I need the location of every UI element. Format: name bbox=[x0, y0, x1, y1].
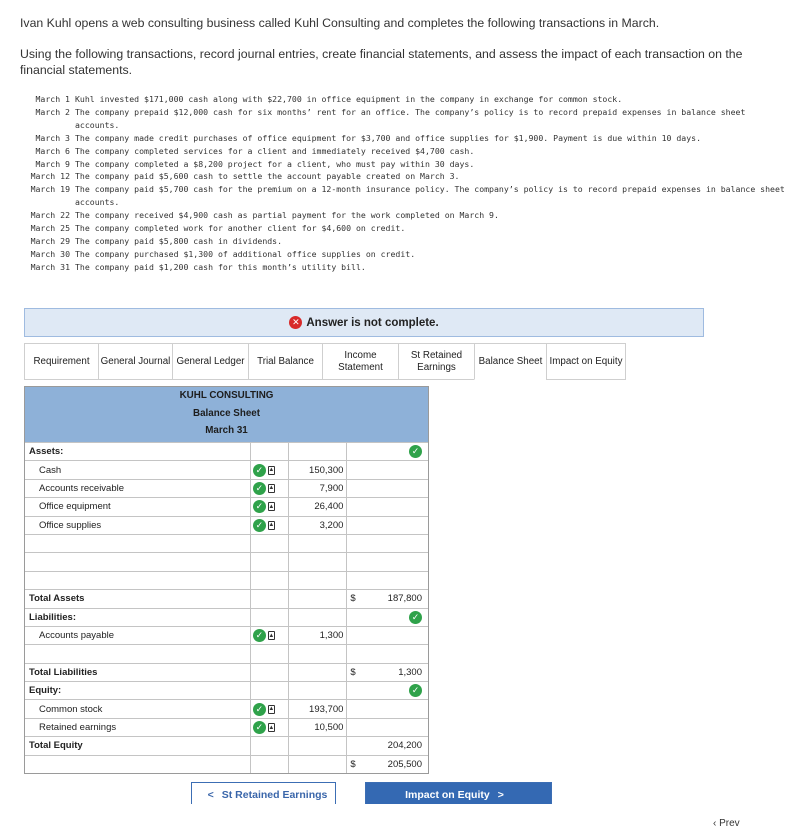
account-label-cell[interactable] bbox=[25, 756, 250, 773]
total-cell[interactable] bbox=[346, 682, 428, 699]
transaction-list bbox=[18, 93, 788, 274]
transaction-date: March 30 bbox=[30, 248, 70, 259]
amount-cell[interactable] bbox=[288, 480, 347, 497]
transaction-item bbox=[18, 222, 788, 235]
table-row bbox=[25, 479, 428, 497]
transaction-text: Kuhl invested $171,000 cash along with $22,700 in office equipment in the company in exchange for common stock. bbox=[75, 94, 623, 104]
transaction-date: March 2 bbox=[35, 106, 70, 117]
status-banner bbox=[24, 308, 704, 337]
check-icon: ✓ bbox=[253, 629, 266, 642]
total-cell[interactable] bbox=[346, 572, 428, 589]
total-cell[interactable] bbox=[346, 535, 428, 552]
account-label: Office equipment bbox=[39, 501, 111, 513]
status-cell bbox=[250, 756, 288, 773]
amount-value: 7,900 bbox=[319, 482, 344, 494]
transaction-date: March 12 bbox=[30, 171, 70, 182]
total-cell[interactable] bbox=[346, 443, 428, 460]
status-cell bbox=[250, 700, 288, 717]
chevron-left-icon: < bbox=[207, 789, 214, 801]
amount-cell[interactable] bbox=[288, 461, 347, 478]
status-cell bbox=[250, 553, 288, 570]
status-cell bbox=[250, 572, 288, 589]
total-cell[interactable] bbox=[346, 719, 428, 736]
account-label-cell[interactable] bbox=[25, 719, 250, 736]
transaction-item bbox=[18, 261, 788, 274]
total-cell[interactable] bbox=[346, 553, 428, 570]
tab-label: Requirement bbox=[33, 355, 90, 367]
prev-tab-label: St Retained Earnings bbox=[221, 789, 328, 801]
total-value: 1,300 bbox=[398, 666, 422, 678]
tab-general-journal[interactable] bbox=[98, 343, 173, 380]
account-label-cell[interactable] bbox=[25, 700, 250, 717]
tab-label: Impact on Equity bbox=[549, 355, 623, 367]
transaction-item bbox=[18, 132, 788, 145]
check-icon: ✓ bbox=[253, 703, 266, 716]
table-row bbox=[25, 534, 428, 552]
tab-requirement[interactable] bbox=[24, 343, 99, 380]
transaction-text: The company purchased $1,300 of additional office supplies on credit. bbox=[75, 248, 416, 259]
total-cell[interactable] bbox=[346, 517, 428, 534]
total-cell[interactable] bbox=[346, 737, 428, 754]
transaction-text: The company paid $5,700 cash for the premium on a 12-month insurance policy. The company’s policy is to record prepaid expenses in balance sheet accounts. bbox=[75, 184, 785, 208]
amount-value: 26,400 bbox=[314, 501, 344, 513]
table-row bbox=[25, 755, 428, 773]
next-tab-label: Impact on Equity bbox=[405, 789, 490, 801]
amount-value: 10,500 bbox=[314, 722, 344, 734]
account-label: Liabilities: bbox=[29, 611, 76, 623]
table-row bbox=[25, 699, 428, 717]
table-row bbox=[25, 516, 428, 534]
tab-income-statement[interactable] bbox=[322, 343, 399, 380]
tab-label: St Retained Earnings bbox=[410, 349, 463, 373]
table-row bbox=[25, 608, 428, 626]
x-circle-icon: ✕ bbox=[289, 316, 302, 329]
account-label-cell[interactable] bbox=[25, 498, 250, 515]
account-label-cell[interactable] bbox=[25, 682, 250, 699]
amount-cell[interactable] bbox=[288, 609, 347, 626]
account-label: Equity: bbox=[29, 685, 62, 697]
total-cell[interactable] bbox=[346, 590, 428, 607]
transaction-text: The company prepaid $12,000 cash for six months’ rent for an office. The company’s policy is to record prepaid expenses in balance sheet accounts. bbox=[75, 106, 746, 130]
flag-icon[interactable]: ▲ bbox=[268, 485, 275, 492]
table-row bbox=[25, 736, 428, 754]
total-cell[interactable] bbox=[346, 756, 428, 773]
account-label: Common stock bbox=[39, 703, 103, 715]
transaction-item bbox=[18, 106, 788, 132]
amount-cell[interactable] bbox=[288, 590, 347, 607]
table-row bbox=[25, 644, 428, 662]
chevron-right-icon: > bbox=[497, 789, 504, 801]
check-icon: ✓ bbox=[253, 721, 266, 734]
check-icon: ✓ bbox=[409, 684, 422, 697]
status-cell bbox=[250, 517, 288, 534]
total-cell[interactable] bbox=[346, 461, 428, 478]
status-cell bbox=[250, 498, 288, 515]
chevron-left-icon: ‹ bbox=[713, 818, 720, 829]
check-icon: ✓ bbox=[253, 482, 266, 495]
tab-st-retained-earnings[interactable] bbox=[398, 343, 475, 380]
check-icon: ✓ bbox=[409, 611, 422, 624]
amount-cell[interactable] bbox=[288, 737, 347, 754]
transaction-text: The company paid $5,600 cash to settle the account payable created on March 3. bbox=[75, 171, 460, 182]
intro-line-2: Using the following transactions, record journal entries, create financial statements, and assess the impact of each transaction on the financial statements. bbox=[20, 47, 743, 77]
account-label-cell[interactable] bbox=[25, 517, 250, 534]
total-cell[interactable] bbox=[346, 645, 428, 662]
amount-cell[interactable] bbox=[288, 645, 347, 662]
check-icon: ✓ bbox=[409, 445, 422, 458]
transaction-item bbox=[18, 93, 788, 106]
flag-icon[interactable]: ▲ bbox=[268, 467, 275, 474]
amount-cell[interactable] bbox=[288, 682, 347, 699]
amount-cell[interactable] bbox=[288, 535, 347, 552]
tab-label: General Journal bbox=[100, 355, 171, 367]
transaction-item bbox=[18, 235, 788, 248]
tab-impact-on-equity[interactable] bbox=[546, 343, 626, 380]
tab-label: Income Statement bbox=[338, 349, 383, 373]
tab-label: General Ledger bbox=[176, 355, 245, 367]
account-label: Total Assets bbox=[29, 593, 85, 605]
statement-title: Balance Sheet bbox=[25, 405, 428, 423]
table-row bbox=[25, 681, 428, 699]
flag-icon[interactable]: ▲ bbox=[268, 632, 275, 639]
company-name: KUHL CONSULTING bbox=[25, 387, 428, 405]
tab-label: Trial Balance bbox=[257, 355, 314, 367]
intro-line-1: Ivan Kuhl opens a web consulting business called Kuhl Consulting and completes the following transactions in March. bbox=[20, 16, 660, 30]
tab-bar bbox=[24, 343, 625, 380]
amount-cell[interactable] bbox=[288, 517, 347, 534]
amount-value: 193,700 bbox=[309, 703, 344, 715]
account-label-cell[interactable] bbox=[25, 443, 250, 460]
total-cell[interactable] bbox=[346, 480, 428, 497]
amount-value: 1,300 bbox=[319, 630, 344, 642]
transaction-text: The company completed work for another client for $4,600 on credit. bbox=[75, 223, 406, 234]
flag-icon[interactable]: ▲ bbox=[268, 724, 275, 731]
transaction-text: The company paid $1,200 cash for this month’s utility bill. bbox=[75, 261, 366, 272]
account-label: Accounts receivable bbox=[39, 482, 125, 494]
status-cell bbox=[250, 719, 288, 736]
account-label-cell[interactable] bbox=[25, 461, 250, 478]
table-row bbox=[25, 718, 428, 736]
table-row bbox=[25, 460, 428, 478]
transaction-date: March 29 bbox=[30, 235, 70, 246]
status-cell bbox=[250, 443, 288, 460]
transaction-date: March 6 bbox=[35, 145, 70, 156]
account-label: Accounts payable bbox=[39, 630, 114, 642]
account-label: Total Liabilities bbox=[29, 666, 98, 678]
transaction-item bbox=[18, 183, 788, 209]
table-row bbox=[25, 442, 428, 460]
account-label-cell[interactable] bbox=[25, 572, 250, 589]
transaction-date: March 19 bbox=[30, 184, 70, 195]
flag-icon[interactable]: ▲ bbox=[268, 706, 275, 713]
flag-icon[interactable]: ▲ bbox=[268, 503, 275, 510]
total-cell[interactable] bbox=[346, 627, 428, 644]
status-cell bbox=[250, 461, 288, 478]
check-icon: ✓ bbox=[253, 519, 266, 532]
amount-value: 3,200 bbox=[319, 519, 344, 531]
check-icon: ✓ bbox=[253, 464, 266, 477]
account-label-cell[interactable] bbox=[25, 480, 250, 497]
account-label: Cash bbox=[39, 464, 62, 476]
amount-cell[interactable] bbox=[288, 443, 347, 460]
status-cell bbox=[250, 737, 288, 754]
account-label-cell[interactable] bbox=[25, 627, 250, 644]
transaction-text: The company paid $5,800 cash in dividends. bbox=[75, 235, 283, 246]
tab-label: Balance Sheet bbox=[478, 355, 543, 367]
transaction-item bbox=[18, 209, 788, 222]
amount-value: 150,300 bbox=[309, 464, 344, 476]
total-cell[interactable] bbox=[346, 498, 428, 515]
transaction-text: The company completed a $8,200 project for a client, who must pay within 30 days. bbox=[75, 158, 475, 169]
transaction-date: March 25 bbox=[30, 223, 70, 234]
amount-cell[interactable] bbox=[288, 498, 347, 515]
account-label-cell[interactable] bbox=[25, 609, 250, 626]
flag-icon[interactable]: ▲ bbox=[268, 522, 275, 529]
statement-date: March 31 bbox=[25, 423, 428, 442]
transaction-text: The company received $4,900 cash as partial payment for the work completed on March 9. bbox=[75, 210, 499, 221]
transaction-date: March 1 bbox=[35, 94, 70, 104]
next-tab-button[interactable] bbox=[365, 782, 552, 804]
tab-general-ledger[interactable] bbox=[172, 343, 249, 380]
dollar-sign: $ bbox=[350, 758, 356, 770]
sheet-rows bbox=[25, 442, 428, 773]
transaction-text: The company made credit purchases of office equipment for $3,700 and office supplies for $1,900. Payment is due within 10 days. bbox=[75, 132, 702, 143]
transaction-date: March 3 bbox=[35, 132, 70, 143]
account-label-cell[interactable] bbox=[25, 553, 250, 570]
transaction-date: March 9 bbox=[35, 158, 70, 169]
transaction-item bbox=[18, 248, 788, 261]
amount-cell[interactable] bbox=[288, 700, 347, 717]
total-value: 204,200 bbox=[387, 740, 422, 752]
total-cell[interactable] bbox=[346, 700, 428, 717]
table-row bbox=[25, 663, 428, 681]
account-label-cell[interactable] bbox=[25, 590, 250, 607]
table-row bbox=[25, 552, 428, 570]
account-label-cell[interactable] bbox=[25, 737, 250, 754]
transaction-item bbox=[18, 158, 788, 171]
tab-balance-sheet[interactable] bbox=[474, 343, 547, 380]
prev-tab-button[interactable] bbox=[191, 782, 336, 804]
account-label: Office supplies bbox=[39, 519, 102, 531]
table-row bbox=[25, 497, 428, 515]
table-row bbox=[25, 571, 428, 589]
total-value: 187,800 bbox=[387, 593, 422, 605]
transaction-item bbox=[18, 145, 788, 158]
amount-cell[interactable] bbox=[288, 553, 347, 570]
transaction-date: March 22 bbox=[30, 210, 70, 221]
total-cell[interactable] bbox=[346, 664, 428, 681]
account-label-cell[interactable] bbox=[25, 535, 250, 552]
tab-trial-balance[interactable] bbox=[248, 343, 323, 380]
amount-cell[interactable] bbox=[288, 572, 347, 589]
amount-cell[interactable] bbox=[288, 719, 347, 736]
table-row bbox=[25, 626, 428, 644]
status-cell bbox=[250, 590, 288, 607]
prev-page-link[interactable] bbox=[713, 818, 740, 829]
status-cell bbox=[250, 609, 288, 626]
account-label: Total Equity bbox=[29, 740, 83, 752]
amount-cell[interactable] bbox=[288, 664, 347, 681]
status-cell bbox=[250, 682, 288, 699]
status-text: Answer is not complete. bbox=[306, 316, 439, 329]
transaction-text: The company completed services for a client and immediately received $4,700 cash. bbox=[75, 145, 475, 156]
total-cell[interactable] bbox=[346, 609, 428, 626]
account-label-cell[interactable] bbox=[25, 645, 250, 662]
amount-cell[interactable] bbox=[288, 756, 347, 773]
balance-sheet-table bbox=[24, 386, 429, 774]
transaction-date: March 31 bbox=[30, 261, 70, 272]
total-value: 205,500 bbox=[387, 758, 422, 770]
amount-cell[interactable] bbox=[288, 627, 347, 644]
status-cell bbox=[250, 645, 288, 662]
check-icon: ✓ bbox=[253, 500, 266, 513]
account-label: Retained earnings bbox=[39, 722, 117, 734]
dollar-sign: $ bbox=[350, 593, 356, 605]
dollar-sign: $ bbox=[350, 666, 356, 678]
status-cell bbox=[250, 480, 288, 497]
status-cell bbox=[250, 664, 288, 681]
transaction-item bbox=[18, 170, 788, 183]
account-label: Assets: bbox=[29, 446, 64, 458]
status-cell bbox=[250, 627, 288, 644]
table-row bbox=[25, 589, 428, 607]
prev-page-label: Prev bbox=[719, 818, 740, 829]
status-cell bbox=[250, 535, 288, 552]
account-label-cell[interactable] bbox=[25, 664, 250, 681]
